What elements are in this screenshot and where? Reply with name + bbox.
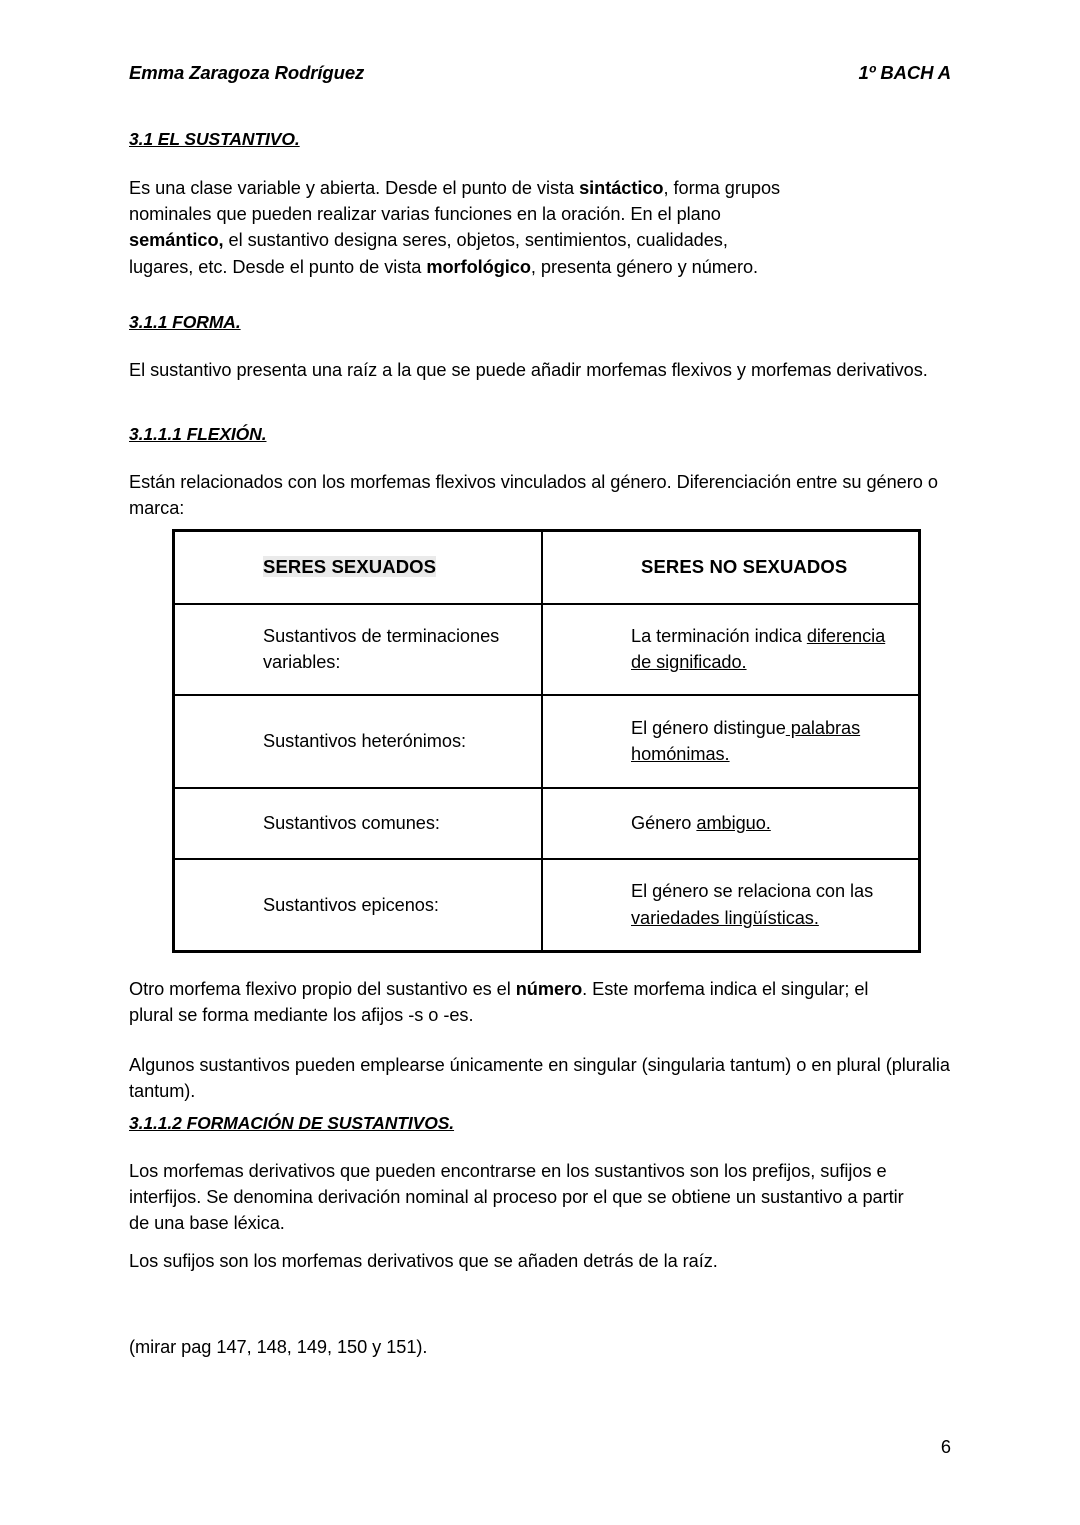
table-row (174, 859, 920, 952)
table-cell-left (174, 695, 543, 788)
heading-3-1-1: 3.1.1 FORMA. (129, 312, 241, 332)
cell-text-terminaciones-variables: Sustantivos de terminaciones variables: (263, 625, 500, 672)
bold-morfologico: morfológico (426, 256, 531, 277)
paragraph-flexion: Están relacionados con los morfemas flexivos vinculados al género. Diferenciación entre su género o marca: (129, 472, 938, 519)
paragraph-forma: El sustantivo presenta una raíz a la que se puede añadir morfemas flexivos y morfemas derivativos. (129, 360, 928, 380)
underlined-fragment: variedades lingüísticas. (631, 907, 819, 928)
table-cell-right (542, 788, 920, 859)
paragraph-numero (129, 976, 889, 1028)
text-fragment: , presenta género y número. (530, 256, 759, 277)
document-header (129, 62, 951, 84)
table-cell-right (542, 695, 920, 788)
table-header-seres-sexuados: SERES SEXUADOS (263, 556, 437, 578)
text-fragment: el sustantivo designa seres, objetos, sentimientos, cualidades, lugares, etc. Desde el punto de vista (129, 230, 728, 277)
gender-table-container (172, 529, 917, 953)
bold-semantico: semántico, (129, 230, 224, 251)
table-header-cell-left (174, 531, 543, 604)
bold-sintactico: sintáctico (579, 178, 664, 198)
page-number: 6 (940, 1437, 951, 1457)
table-cell-right (542, 604, 920, 695)
underlined-fragment: ambiguo. (696, 812, 771, 833)
table-cell-right (542, 859, 920, 952)
text-fragment: , forma grupos nominales que pueden realizar varias funciones en la oración. En el plano (129, 178, 781, 225)
heading-3-1-1-2: 3.1.1.2 FORMACIÓN DE SUSTANTIVOS. (129, 1113, 455, 1133)
text-fragment: El género se relaciona con las (631, 881, 874, 902)
cell-text-heteronimos: Sustantivos heterónimos: (263, 730, 467, 751)
table-header-row (174, 531, 920, 604)
paragraph-sustantivo-intro (129, 175, 797, 280)
note-mirar-pag: (mirar pag 147, 148, 149, 150 y 151). (129, 1337, 428, 1357)
table-row (174, 695, 920, 788)
text-fragment: Género (631, 812, 697, 833)
cell-text-terminacion-indica (543, 623, 918, 676)
table-header-cell-right (542, 531, 920, 604)
table-row (174, 604, 920, 695)
cell-text-genero-ambiguo (543, 810, 918, 837)
text-fragment: Otro morfema flexivo propio del sustantivo es el (129, 979, 516, 999)
text-fragment: La terminación indica (631, 625, 807, 646)
cell-text-variedades-linguisticas (543, 878, 918, 931)
cell-text-genero-distingue (543, 715, 918, 768)
underlined-fragment: diferencia de significado. (631, 625, 886, 672)
bold-numero: número (515, 979, 583, 999)
cell-text-comunes: Sustantivos comunes: (263, 812, 440, 833)
table-header-seres-no-sexuados: SERES NO SEXUADOS (641, 556, 848, 578)
heading-3-1-1-1: 3.1.1.1 FLEXIÓN. (129, 424, 267, 444)
paragraph-morfemas-derivativos: Los morfemas derivativos que pueden encontrarse en los sustantivos son los prefijos, sufijos e interfijos. Se denomina derivación nominal al proceso por el que se obtiene un sustantivo a partir de una base léxica. (129, 1161, 904, 1234)
text-fragment: El género distingue (631, 717, 786, 738)
text-fragment: . Este morfema indica el singular; el plural se forma mediante los afijos -s o -es. (129, 979, 869, 1026)
table-cell-left (174, 788, 543, 859)
paragraph-tantum: Algunos sustantivos pueden emplearse únicamente en singular (singularia tantum) o en plural (pluralia tantum). (129, 1055, 950, 1102)
paragraph-sufijos: Los sufijos son los morfemas derivativos que se añaden detrás de la raíz. (129, 1251, 718, 1271)
table-cell-left (174, 859, 543, 952)
header-course: 1º BACH A (858, 62, 951, 83)
heading-3-1: 3.1 EL SUSTANTIVO. (129, 129, 300, 149)
underlined-fragment: palabras homónimas. (631, 717, 861, 764)
cell-text-epicenos: Sustantivos epicenos: (263, 894, 439, 915)
table-cell-left (174, 604, 543, 695)
gender-table (172, 529, 921, 953)
text-fragment: Es una clase variable y abierta. Desde el punto de vista (129, 178, 580, 198)
header-author: Emma Zaragoza Rodríguez (129, 62, 365, 83)
table-row (174, 788, 920, 859)
